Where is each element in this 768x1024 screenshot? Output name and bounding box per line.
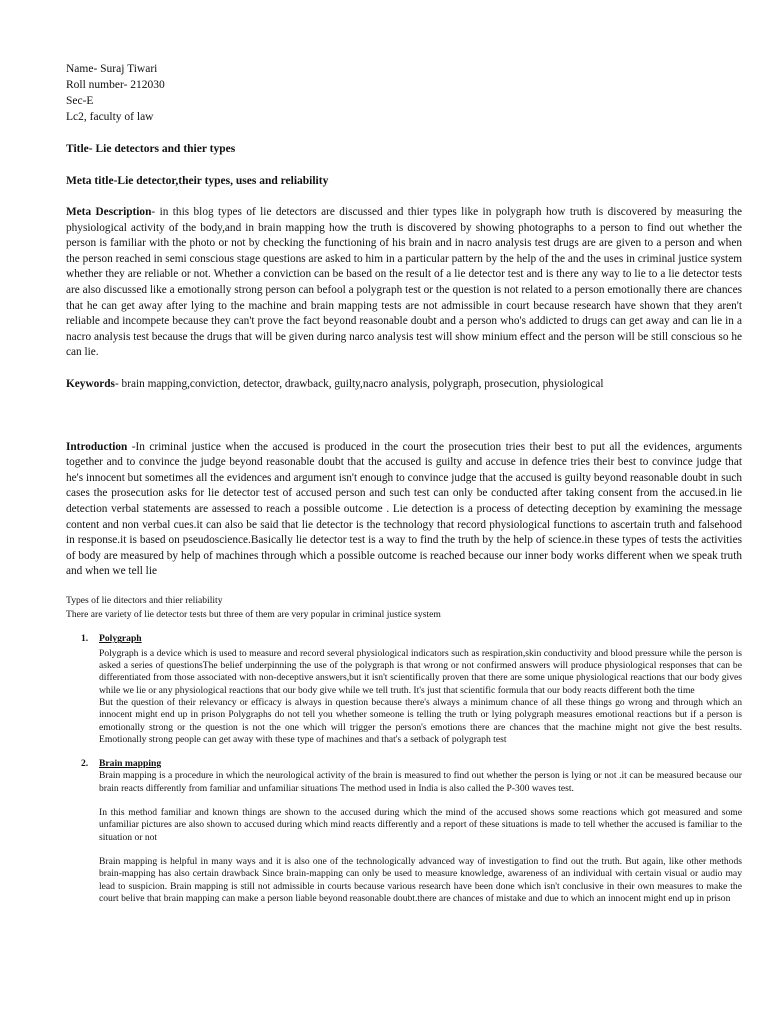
- item-title: Polygraph: [99, 633, 142, 645]
- document-body: [66, 61, 742, 905]
- meta-title: Meta title-Lie detector,their types, uses and reliability: [66, 175, 329, 187]
- item-paragraph: Polygraph is a device which is used to measure and record several physiological indicators such as respiration,skin conductivity and blood pressure while the person is asked a series of questionsThe belief underpinning the use of the polygraph is that wrong or not confirmed answers will produce physiological responses that can be differentiated from those associated with non-deceptive answers,but it isn't scientifically proven that there are some unique physiological reactions that our body gives while we lie or any physiological reactions that our body give while we tell truth. It's just that scientific formula that our body reacts different both the time: [99, 647, 742, 696]
- meta-description-label: Meta Description: [66, 206, 152, 218]
- item-paragraph: In this method familiar and known things are shown to the accused during which the mind of the accused shows some reactions which got measured and some unfamiliar pictures are also shown to accused during which mind reacts differently and a report of these situations is made to tell whether the accused is familiar to the situation or not: [99, 807, 742, 843]
- roll-number: Roll number- 212030: [66, 79, 165, 91]
- student-name: Name- Suraj Tiwari: [66, 63, 158, 75]
- item-title: Brain mapping: [99, 758, 162, 770]
- keywords-label: Keywords: [66, 377, 115, 390]
- list-number: 2.: [81, 758, 89, 770]
- faculty: Lc2, faculty of law: [66, 111, 154, 123]
- student-info: [66, 61, 742, 125]
- list-item-polygraph: [66, 633, 742, 746]
- item-paragraph: Brain mapping is a procedure in which the neurological activity of the brain is measured to find out whether the person is lying or not .it can be measured because our brain reacts differently from familiar and unfamiliar situations The method used in India is also called the P-300 waves test.: [99, 770, 742, 794]
- meta-description: [66, 205, 742, 361]
- item-paragraph: But the question of their relevancy or efficacy is always in question because there's always a minimum chance of all these things go wrong and through which an innocent might end up in prison Polygraphs do not tell you whether someone is telling the truth or lying polygraph measures emotional reactions but if a person is emotionally strong or the question is not the one which will trigger the person's emotions there are chances that the machine might not give the best results. Emotionally strong people can get away with these type of machines and that's a setback of polygraph test: [99, 696, 742, 745]
- types-heading: Types of lie ditectors and thier reliability: [66, 594, 223, 606]
- types-intro: There are variety of lie detector tests but three of them are very popular in criminal justice system: [66, 609, 441, 621]
- introduction-text: -In criminal justice when the accused is produced in the court the prosecution tries their best to put all the evidences, arguments together and to convince the judge beyond reasonable doubt that the accused is guilty and accuse in defence tries their best to convince judge that he's innocent but sometimes all the evidences and argument isn't enough to convince judge that the accused is guilty beyond reasonable doubt in such cases the prosecution asks for lie detector test of accused person and such test can only be conducted after taking consent from the accused.in lie detection verbal statements are assessed to reach a possible outcome . Lie detection is a process of detecting deception by examining the message content and non verbal cues.it can also be said that lie detector is the technology that record physiological functions to ascertain truth and falsehood in response.it is based on pseudoscience.Basically lie detector test is a way to find the truth by the help of science.in these types of tests the activities of body are measured by help of machines through which a possible outcome is reached because our inner body works different when we speak truth and when we tell lie: [66, 440, 742, 578]
- keywords: [66, 377, 742, 393]
- document-title: Title- Lie detectors and thier types: [66, 143, 236, 155]
- list-number: 1.: [81, 633, 89, 645]
- introduction: [66, 440, 742, 580]
- section: Sec-E: [66, 95, 94, 107]
- introduction-label: Introduction: [66, 440, 132, 453]
- meta-description-text: - in this blog types of lie detectors are discussed and thier types like in polygraph how truth is discovered by measuring the physiological activity of the body,and in brain mapping how the truth is discovered by showing photographs to a person to find out whether the person is familiar with the photo or not by checking the functioning of his brain and in nacro analysis test drugs are are given to a person and when the person reached in semi conscious stage questions are asked to him in a particular pattern by the help of the and the uses in criminal justice system whether they are reliable or not. Whether a conviction can be based on the result of a lie detector test and is there any way to lie to a lie detector tests are also discussed like a emotionally strong person can befool a polygraph test or the question is not related to a person emotionally there are chances that he can get away after lying to the machine and brain mapping tests are not admissible in court because research have shown that they aren't reliable and incompete because they can't prove the fact beyond reasonable doubt and a person who's addicted to drugs can get away and can lie in a nacro analysis test because the drugs that will be given during narco analysis test will show minium effect and the person will be still conscious so he can lie.: [66, 206, 742, 359]
- keywords-text: - brain mapping,conviction, detector, drawback, guilty,nacro analysis, polygraph, prosecution, physiological: [114, 377, 604, 390]
- list-item-brain-mapping: [66, 758, 742, 905]
- item-paragraph: Brain mapping is helpful in many ways and it is also one of the technologically advanced way of investigation to find out the truth. But again, like other methods brain-mapping has also certain drawback Since brain-mapping can only be used to measure knowledge, awareness of an individual with certain visual or audio may lead to suspicion. Brain mapping is still not admissible in courts because various research have been done which isn't conclusive in their own measures to make the court belive that brain mapping can make a person liable beyond reasonable doubt.there are chances of mistake and due to which an innocent might end up in prison: [99, 855, 742, 904]
